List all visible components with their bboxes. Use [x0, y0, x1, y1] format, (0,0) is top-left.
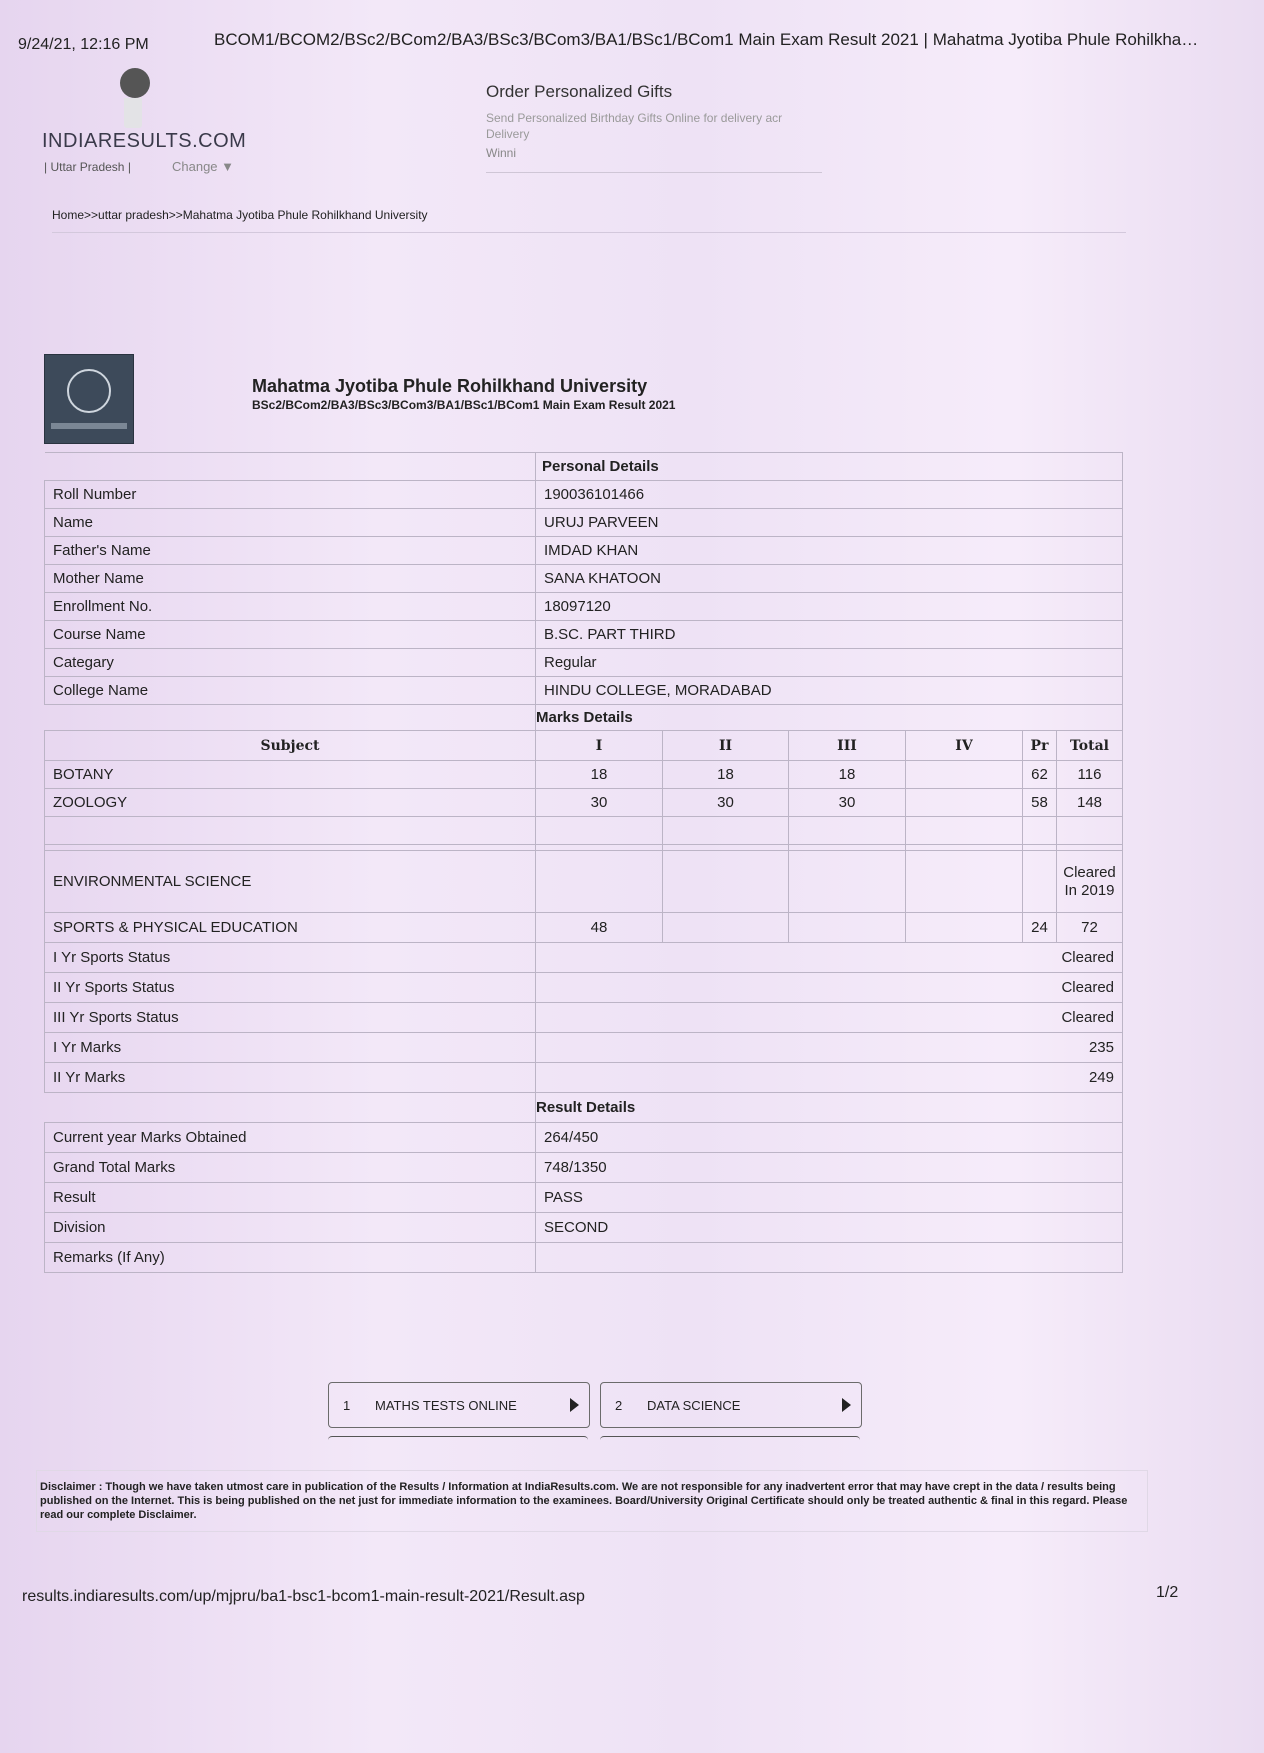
- result-heading-row: [45, 1093, 1123, 1123]
- name-label: Name: [45, 509, 536, 537]
- paper-1-marks: 30: [536, 789, 663, 817]
- personal-heading-row: [45, 453, 1123, 481]
- university-name: Mahatma Jyotiba Phule Rohilkhand University: [252, 376, 648, 396]
- father-name-value: IMDAD KHAN: [536, 537, 1123, 565]
- subject-row: [45, 761, 1123, 789]
- roll-number-value: 190036101466: [536, 481, 1123, 509]
- remarks-value: [536, 1243, 1123, 1273]
- row-label: I Yr Sports Status: [45, 943, 536, 973]
- paper-4-marks: [906, 789, 1023, 817]
- total-marks: 116: [1057, 761, 1123, 789]
- enrollment-label: Enrollment No.: [45, 593, 536, 621]
- practical-marks: 24: [1023, 913, 1057, 943]
- row-label: III Yr Sports Status: [45, 1003, 536, 1033]
- result-row: [45, 1213, 1123, 1243]
- subject-row: [45, 913, 1123, 943]
- result-label: Result: [45, 1183, 536, 1213]
- col-paper-1: I: [536, 731, 663, 761]
- paper-1-marks: 48: [536, 913, 663, 943]
- mother-name-label: Mother Name: [45, 565, 536, 593]
- college-name-value: HINDU COLLEGE, MORADABAD: [536, 677, 1123, 705]
- result-row: [45, 1243, 1123, 1273]
- seal-caption-shape: [51, 423, 127, 429]
- print-page-number: 1/2: [1156, 1584, 1179, 1601]
- ad-advertiser: Winni: [486, 146, 517, 160]
- division-label: Division: [45, 1213, 536, 1243]
- subject-name: ENVIRONMENTAL SCIENCE: [45, 851, 536, 913]
- result-row: [45, 1153, 1123, 1183]
- logo-text: INDIARESULTS.COM: [42, 130, 247, 152]
- site-logo[interactable]: [40, 68, 247, 178]
- division-value: SECOND: [536, 1213, 1123, 1243]
- year-marks-row: [45, 1063, 1123, 1093]
- personal-row: [45, 593, 1123, 621]
- course-name-value: B.SC. PART THIRD: [536, 621, 1123, 649]
- print-url: results.indiaresults.com/up/mjpru/ba1-bsc1-bcom1-main-result-2021/Result.asp: [22, 1588, 585, 1605]
- paper-3-marks: 30: [789, 789, 906, 817]
- ad-link-number: 2: [615, 1397, 623, 1413]
- row-label: II Yr Sports Status: [45, 973, 536, 1003]
- total-marks: 148: [1057, 789, 1123, 817]
- name-value: URUJ PARVEEN: [536, 509, 1123, 537]
- roll-number-label: Roll Number: [45, 481, 536, 509]
- row-value: Cleared: [536, 1003, 1123, 1033]
- marks-details-heading: Marks Details: [536, 705, 1123, 731]
- personal-row: [45, 649, 1123, 677]
- row-value: 249: [536, 1063, 1123, 1093]
- result-value: PASS: [536, 1183, 1123, 1213]
- course-name-label: Course Name: [45, 621, 536, 649]
- mother-name-value: SANA KHATOON: [536, 565, 1123, 593]
- breadcrumb[interactable]: Home>>uttar pradesh>>Mahatma Jyotiba Phule Rohilkhand University: [52, 208, 428, 222]
- subject-name: SPORTS & PHYSICAL EDUCATION: [45, 913, 536, 943]
- paper-3-marks: 18: [789, 761, 906, 789]
- play-arrow-icon: [842, 1398, 851, 1412]
- row-label: II Yr Marks: [45, 1063, 536, 1093]
- sports-status-row: [45, 1003, 1123, 1033]
- paper-4-marks: [906, 761, 1023, 789]
- total-marks: 72: [1057, 913, 1123, 943]
- cleared-status: Cleared In 2019: [1057, 851, 1123, 913]
- marks-column-header-row: [45, 731, 1123, 761]
- empty-row: [45, 817, 1123, 845]
- personal-details-heading: Personal Details: [536, 453, 1123, 481]
- result-row: [45, 1123, 1123, 1153]
- col-paper-4: IV: [906, 731, 1023, 761]
- marks-heading-row: [45, 705, 1123, 731]
- current-year-marks-label: Current year Marks Obtained: [45, 1123, 536, 1153]
- personal-row: [45, 509, 1123, 537]
- col-practical: Pr: [1023, 731, 1057, 761]
- father-name-label: Father's Name: [45, 537, 536, 565]
- print-page-title: BCOM1/BCOM2/BSc2/BCom2/BA3/BSc3/BCom3/BA1/BSc1/BCom1 Main Exam Result 2021 | Mahatma Jyotiba Phule Rohilkha…: [214, 30, 1199, 49]
- seal-wheel-icon: [67, 369, 111, 413]
- year-marks-row: [45, 1033, 1123, 1063]
- enrollment-value: 18097120: [536, 593, 1123, 621]
- logo-icon: [120, 68, 150, 98]
- ad-link-label: MATHS TESTS ONLINE: [375, 1397, 517, 1413]
- row-value: Cleared: [536, 943, 1123, 973]
- paper-2-marks: 30: [663, 789, 789, 817]
- ad-title[interactable]: Order Personalized Gifts: [486, 82, 673, 101]
- practical-marks: 62: [1023, 761, 1057, 789]
- play-arrow-icon: [570, 1398, 579, 1412]
- personal-row: [45, 677, 1123, 705]
- subject-row: [45, 851, 1123, 913]
- print-datetime: 9/24/21, 12:16 PM: [18, 36, 149, 53]
- personal-row: [45, 537, 1123, 565]
- ad-link-maths-tests[interactable]: [328, 1382, 590, 1428]
- paper-2-marks: 18: [663, 761, 789, 789]
- category-value: Regular: [536, 649, 1123, 677]
- col-paper-2: II: [663, 731, 789, 761]
- ad-link-label: DATA SCIENCE: [647, 1397, 741, 1413]
- row-value: Cleared: [536, 973, 1123, 1003]
- current-year-marks-value: 264/450: [536, 1123, 1123, 1153]
- col-subject: Subject: [45, 731, 536, 761]
- grand-total-label: Grand Total Marks: [45, 1153, 536, 1183]
- category-label: Categary: [45, 649, 536, 677]
- ad-link-underline: [328, 1436, 588, 1440]
- personal-row: [45, 621, 1123, 649]
- ad-subtitle: Send Personalized Birthday Gifts Online for delivery acr Delivery: [486, 111, 783, 141]
- ad-link-underline: [600, 1436, 860, 1440]
- ad-banner[interactable]: [486, 70, 822, 173]
- subject-name: ZOOLOGY: [45, 789, 536, 817]
- result-details-heading: Result Details: [536, 1093, 1123, 1123]
- paper-1-marks: 18: [536, 761, 663, 789]
- ad-link-number: 1: [343, 1397, 351, 1413]
- disclaimer-text: Disclaimer : Though we have taken utmost care in publication of the Results / Information at IndiaResults.com. We are not responsible for any inadvertent error that may have crept in the data / results being published on the Internet. This is being published on the net just for immediate information to the examinees. Board/University Original Certificate should only be treated authentic & final in this regard. Please read our complete Disclaimer.: [40, 1481, 1128, 1521]
- subject-row: [45, 789, 1123, 817]
- college-name-label: College Name: [45, 677, 536, 705]
- exam-name: BSc2/BCom2/BA3/BSc3/BCom3/BA1/BSc1/BCom1 Main Exam Result 2021: [252, 398, 676, 412]
- grand-total-value: 748/1350: [536, 1153, 1123, 1183]
- personal-row: [45, 481, 1123, 509]
- practical-marks: 58: [1023, 789, 1057, 817]
- col-total: Total: [1057, 731, 1123, 761]
- ad-link-data-science[interactable]: [600, 1382, 862, 1428]
- divider: [52, 232, 1126, 233]
- row-label: I Yr Marks: [45, 1033, 536, 1063]
- result-table: [44, 452, 1123, 1273]
- remarks-label: Remarks (If Any): [45, 1243, 536, 1273]
- region-label: | Uttar Pradesh |: [44, 160, 131, 174]
- personal-row: [45, 565, 1123, 593]
- sports-status-row: [45, 973, 1123, 1003]
- col-paper-3: III: [789, 731, 906, 761]
- change-region-link[interactable]: Change ▼: [172, 159, 235, 174]
- sports-status-row: [45, 943, 1123, 973]
- logo-stem-shape: [124, 98, 142, 128]
- subject-name: BOTANY: [45, 761, 536, 789]
- result-row: [45, 1183, 1123, 1213]
- university-seal-icon: [44, 354, 134, 444]
- row-value: 235: [536, 1033, 1123, 1063]
